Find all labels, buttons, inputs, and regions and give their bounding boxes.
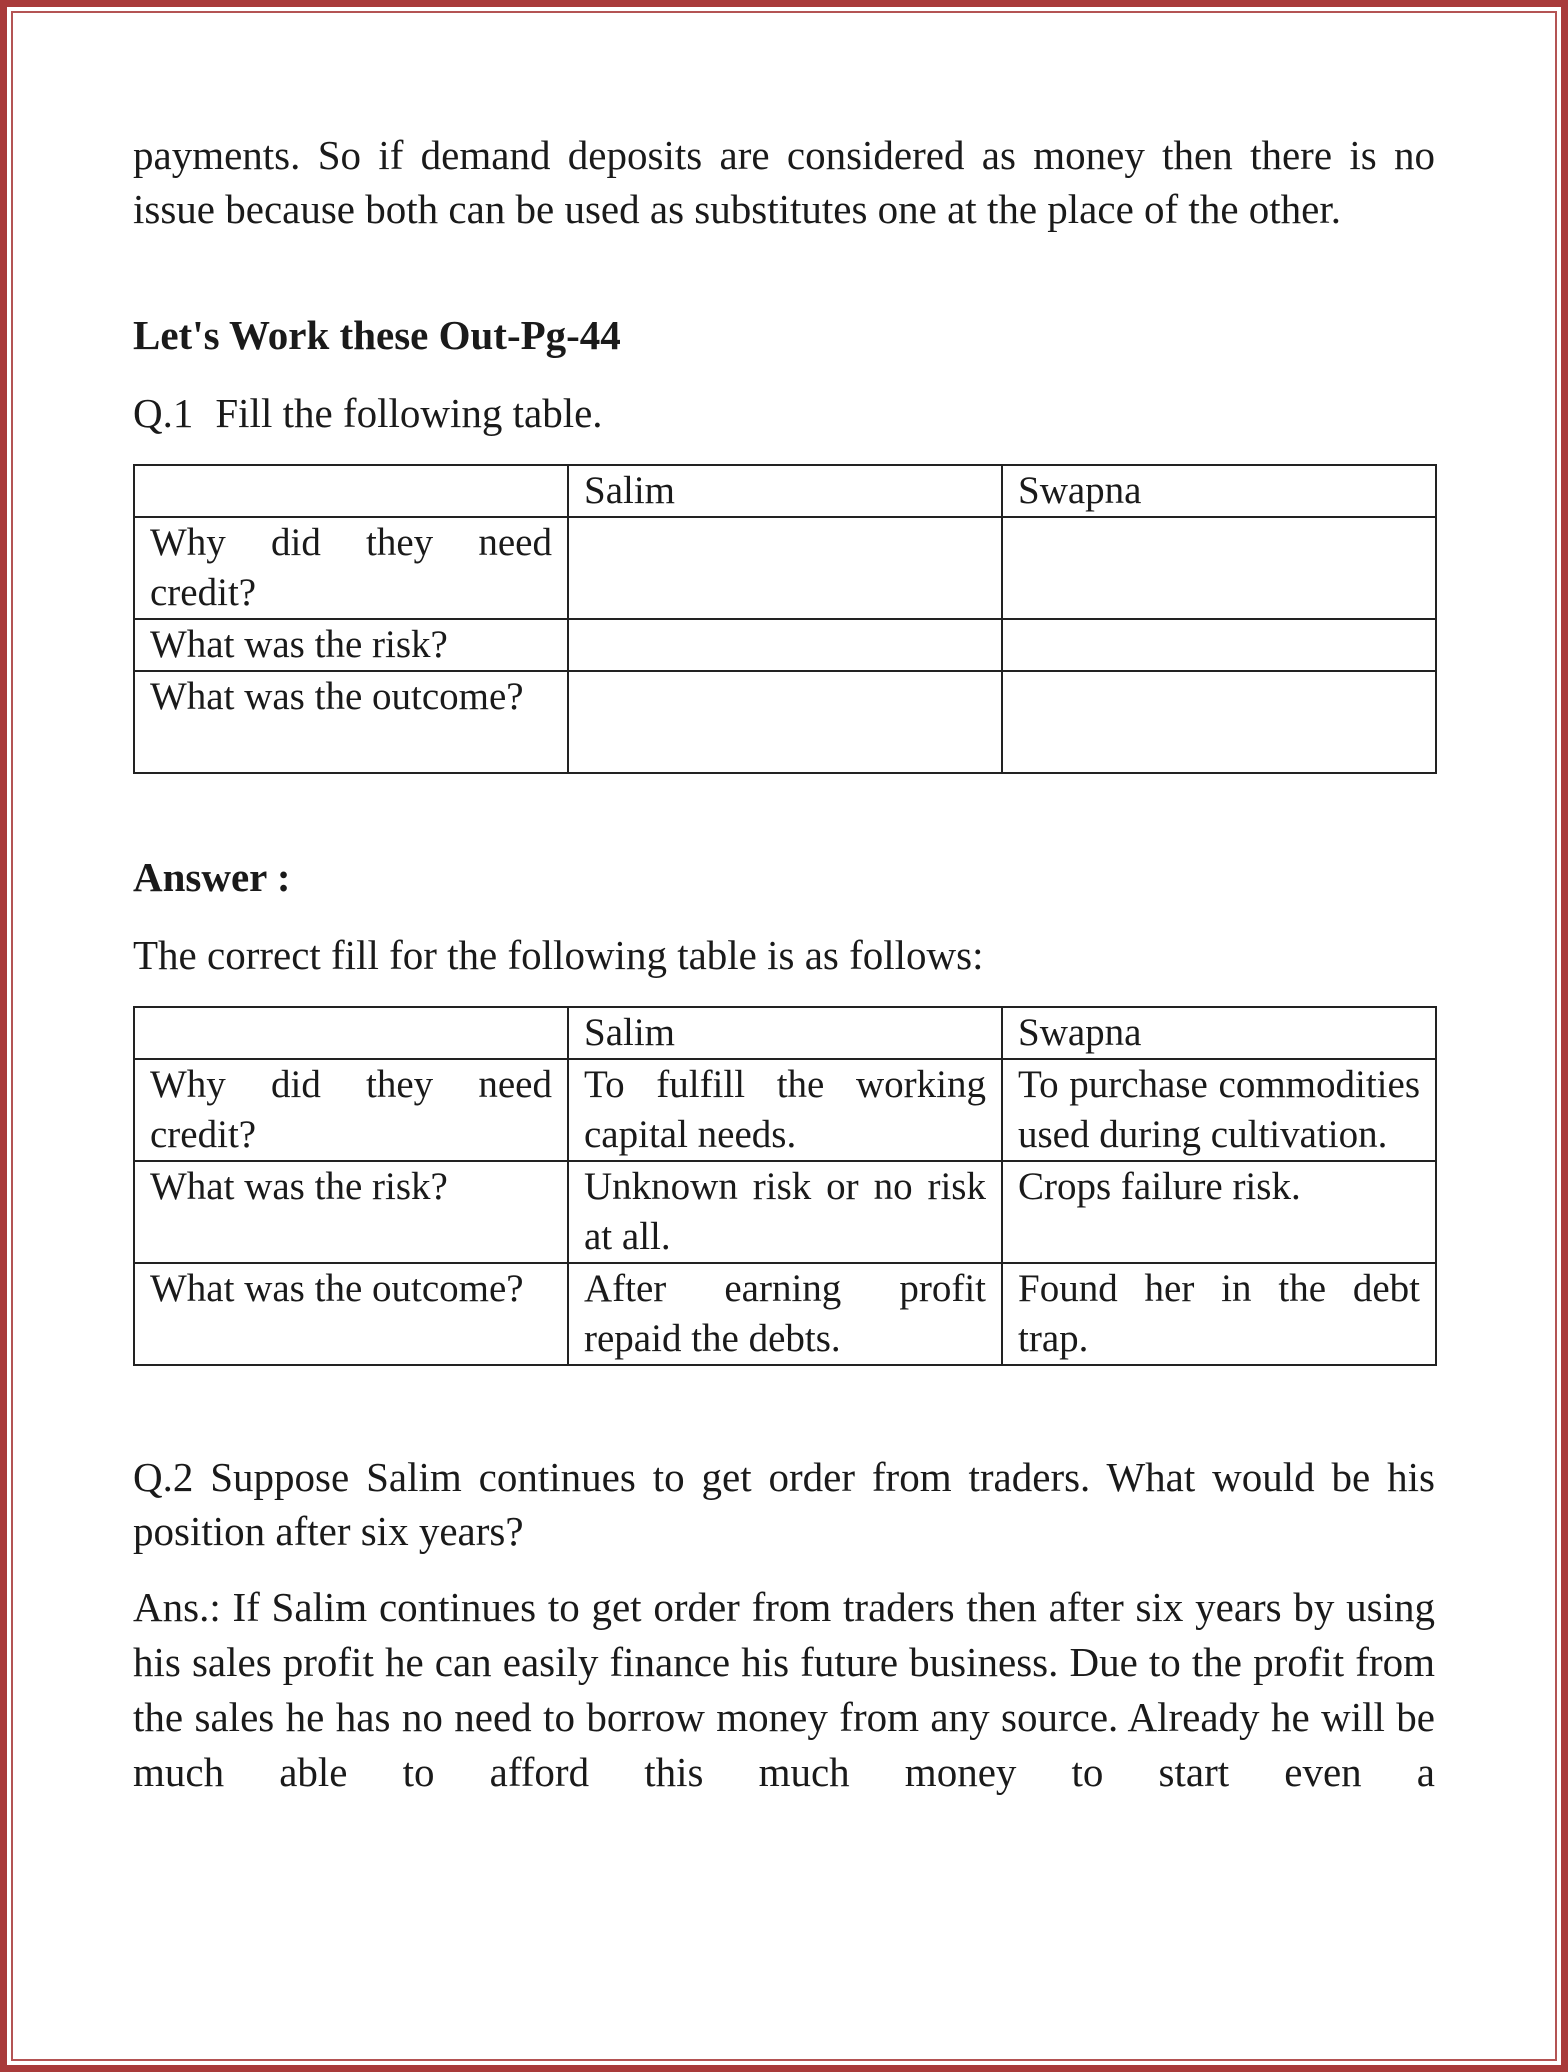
- header-cell-empty: [134, 465, 568, 517]
- page-content: [133, 128, 1435, 1800]
- question-1: [133, 386, 1435, 440]
- answer-2: Ans.: If Salim continues to get order from traders then after six years by using his sales profit he can easily finance his future business. Due to the profit from the sales he has no need to borrow money from any source. Already he will be much able to afford this much money to start even a: [133, 1584, 1435, 1795]
- table-row: [134, 619, 1436, 671]
- table-row: [134, 1161, 1436, 1263]
- table-header-row: [134, 465, 1436, 517]
- cell-salim: After earning profit repaid the debts.: [568, 1263, 1002, 1365]
- header-cell-salim: Salim: [568, 1007, 1002, 1059]
- table-row: [134, 1059, 1436, 1161]
- row-label: What was the outcome?: [134, 671, 568, 773]
- question-1-number: Q.1: [133, 390, 194, 436]
- header-cell-empty: [134, 1007, 568, 1059]
- blank-table: [133, 464, 1437, 774]
- row-label: What was the risk?: [134, 1161, 568, 1263]
- header-cell-salim: Salim: [568, 465, 1002, 517]
- row-label: What was the outcome?: [134, 1263, 568, 1365]
- answer-table: [133, 1006, 1437, 1366]
- cell-swapna: [1002, 517, 1436, 619]
- section-heading: Let's Work these Out-Pg-44: [133, 312, 621, 358]
- table-row: [134, 517, 1436, 619]
- cell-swapna: To purchase commodities used during cultivation.: [1002, 1059, 1436, 1161]
- cell-salim: [568, 619, 1002, 671]
- row-label: Why did they need credit?: [134, 517, 568, 619]
- answer-intro: The correct fill for the following table is as follows:: [133, 932, 984, 978]
- table-row: [134, 671, 1436, 773]
- row-label: Why did they need credit?: [134, 1059, 568, 1161]
- header-cell-swapna: Swapna: [1002, 1007, 1436, 1059]
- cell-swapna: [1002, 671, 1436, 773]
- cell-salim: Unknown risk or no risk at all.: [568, 1161, 1002, 1263]
- cell-salim: To fulfill the working capital needs.: [568, 1059, 1002, 1161]
- cell-swapna: [1002, 619, 1436, 671]
- question-2: Q.2 Suppose Salim continues to get order from traders. What would be his position after six years?: [133, 1454, 1435, 1554]
- header-cell-swapna: Swapna: [1002, 465, 1436, 517]
- cell-salim: [568, 671, 1002, 773]
- table-row: [134, 1263, 1436, 1365]
- table-header-row: [134, 1007, 1436, 1059]
- cell-salim: [568, 517, 1002, 619]
- question-1-text: Fill the following table.: [215, 390, 603, 436]
- cell-swapna: Crops failure risk.: [1002, 1161, 1436, 1263]
- row-label: What was the risk?: [134, 619, 568, 671]
- intro-paragraph: payments. So if demand deposits are considered as money then there is no issue because both can be used as substitutes one at the place of the other.: [133, 132, 1435, 232]
- cell-swapna: Found her in the debt trap.: [1002, 1263, 1436, 1365]
- answer-heading: Answer :: [133, 854, 291, 900]
